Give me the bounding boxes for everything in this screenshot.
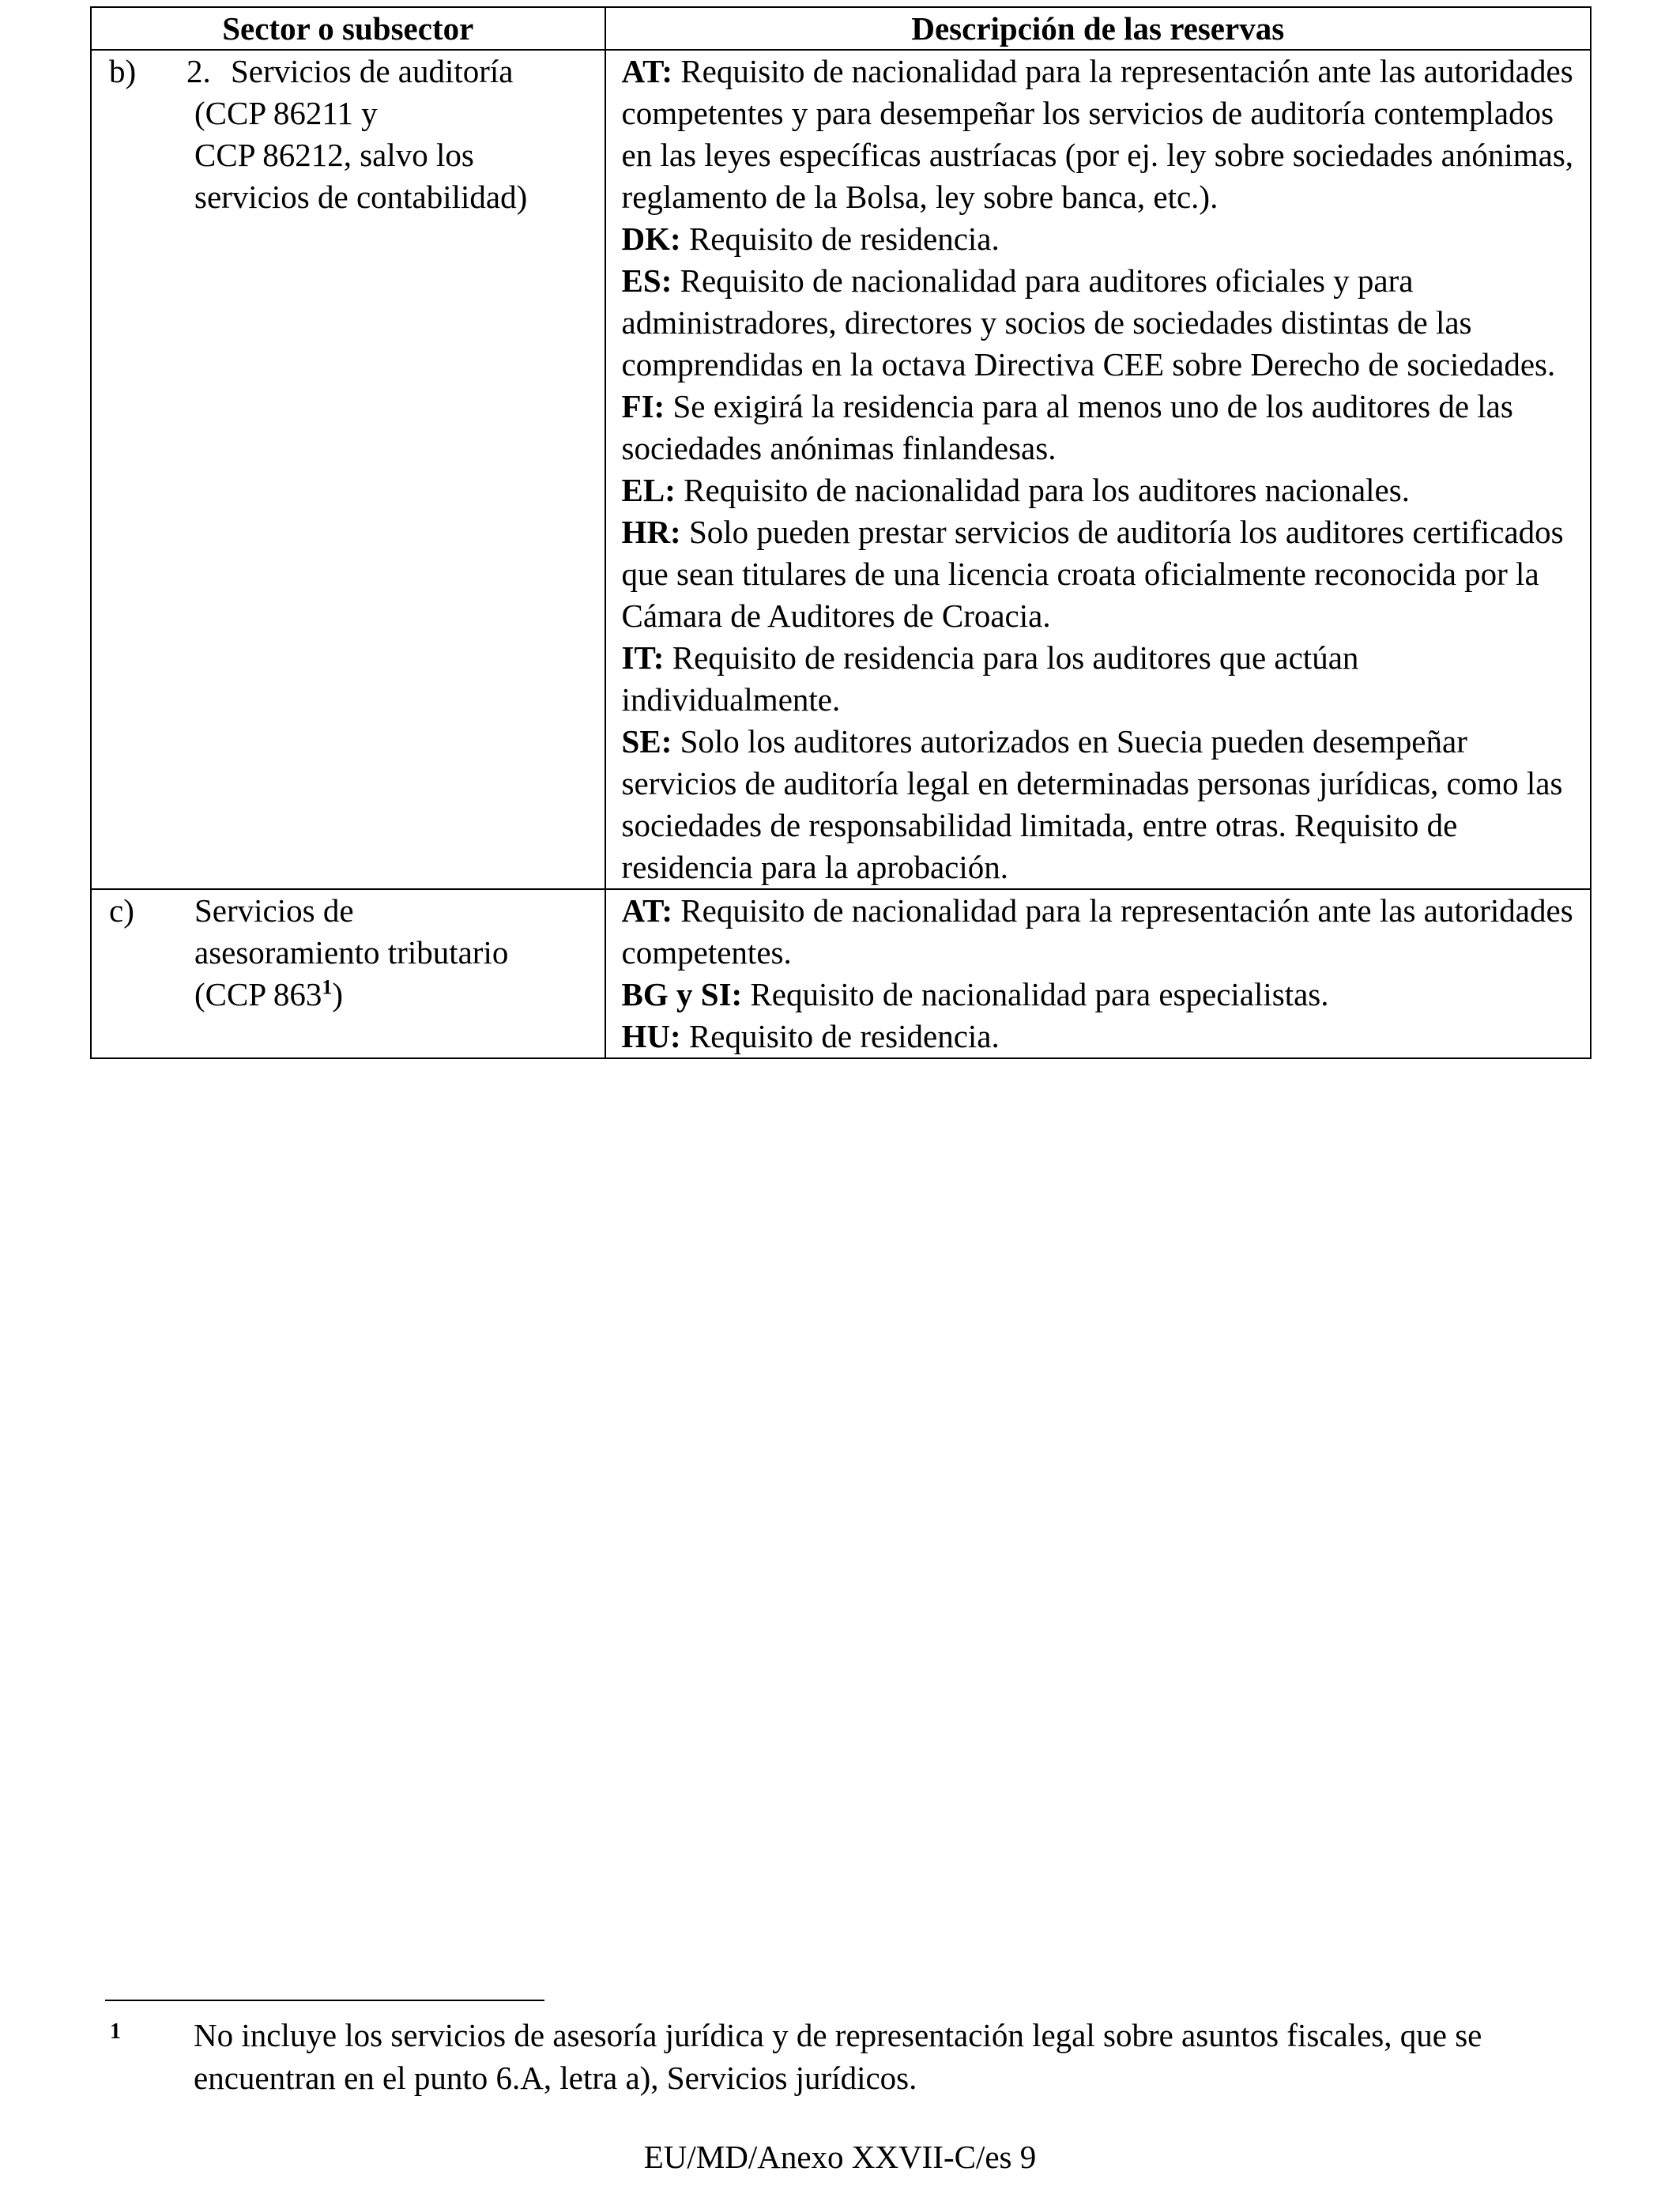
country-code: DK: bbox=[621, 221, 681, 257]
entry-text: Requisito de nacionalidad para la representación ante las autoridades competentes y para desempeñar los servicios de auditoría contemplados en las leyes específicas austríacas (por ej. ley sobre sociedades anónimas, reglamento de la Bolsa, ley sobre banca, etc.). bbox=[621, 53, 1574, 215]
country-code: AT: bbox=[621, 892, 673, 929]
sector-cell bbox=[91, 50, 605, 889]
row-letter: b) bbox=[109, 53, 137, 89]
reservation-entry bbox=[622, 511, 1580, 637]
sector-line: Servicios de auditoría bbox=[231, 53, 514, 89]
country-code: AT: bbox=[621, 53, 673, 89]
table-header-row bbox=[91, 7, 1591, 50]
table-row bbox=[91, 889, 1591, 1058]
description-cell bbox=[605, 889, 1591, 1058]
reservation-entry bbox=[622, 1016, 1580, 1057]
sector-line: servicios de contabilidad) bbox=[194, 179, 528, 215]
row-letter: c) bbox=[109, 892, 134, 929]
footnote-text: No incluye los servicios de asesoría jurídica y de representación legal sobre asuntos fiscales, que se encuentran en el punto 6.A, letra a), Servicios jurídicos. bbox=[194, 2017, 1482, 2096]
entry-text: Requisito de nacionalidad para auditores oficiales y para administradores, directores y socios de sociedades distintas de las comprendidas en la octava Directiva CEE sobre Derecho de sociedades. bbox=[621, 262, 1556, 383]
sector-text bbox=[92, 51, 605, 218]
country-code: IT: bbox=[621, 639, 665, 676]
sector-line: (CCP 863 bbox=[194, 976, 322, 1012]
description-cell bbox=[605, 50, 1591, 889]
sector-text bbox=[92, 890, 605, 1020]
sector-line: (CCP 86211 y bbox=[194, 95, 378, 131]
header-description: Descripción de las reservas bbox=[605, 7, 1591, 50]
footnote-mark: 1 bbox=[110, 2019, 121, 2044]
entry-text: Requisito de residencia para los auditores que actúan individualmente. bbox=[621, 639, 1359, 718]
country-code: FI: bbox=[621, 388, 665, 424]
entry-text: Se exigirá la residencia para al menos uno de los auditores de las sociedades anónimas finlandesas. bbox=[621, 388, 1513, 466]
country-code: EL: bbox=[621, 472, 676, 508]
sector-line: asesoramiento tributario bbox=[194, 934, 509, 971]
footnote-separator bbox=[105, 2000, 544, 2001]
reservation-entry bbox=[622, 974, 1580, 1016]
entry-text: Requisito de residencia. bbox=[680, 1018, 1000, 1054]
entry-text: Solo los auditores autorizados en Suecia pueden desempeñar servicios de auditoría legal en determinadas personas jurídicas, como las sociedades de responsabilidad limitada, entre otras. Requisito de residencia para la aprobación. bbox=[621, 723, 1563, 885]
sector-line-close: ) bbox=[332, 976, 344, 1012]
reservation-entry bbox=[622, 260, 1580, 386]
entry-text: Solo pueden prestar servicios de auditoría los auditores certificados que sean titulares de una licencia croata oficialmente reconocida por la Cámara de Auditores de Croacia. bbox=[621, 514, 1564, 634]
entry-text: Requisito de nacionalidad para los auditores nacionales. bbox=[675, 472, 1410, 508]
country-code: HR: bbox=[621, 514, 681, 550]
sector-line: Servicios de bbox=[194, 892, 354, 929]
reservation-entry bbox=[622, 218, 1580, 260]
page-footer: EU/MD/Anexo XXVII-C/es 9 bbox=[643, 2139, 1037, 2175]
reservation-entry bbox=[622, 469, 1580, 511]
country-code: SE: bbox=[621, 723, 672, 760]
reservation-entry bbox=[622, 721, 1580, 888]
row-number: 2. bbox=[186, 53, 211, 89]
country-code: BG y SI: bbox=[621, 976, 743, 1012]
entry-text: Requisito de residencia. bbox=[680, 221, 1000, 257]
sector-cell bbox=[91, 889, 605, 1058]
footnote bbox=[105, 2014, 1591, 2099]
header-sector: Sector o subsector bbox=[91, 7, 605, 50]
reservation-entry bbox=[622, 51, 1580, 218]
sector-line: CCP 86212, salvo los bbox=[194, 137, 474, 173]
country-code: HU: bbox=[621, 1018, 681, 1054]
table-row bbox=[91, 50, 1591, 889]
reservation-entry bbox=[622, 386, 1580, 469]
entry-text: Requisito de nacionalidad para la representación ante las autoridades competentes. bbox=[621, 892, 1573, 971]
reservation-entry bbox=[622, 890, 1580, 974]
country-code: ES: bbox=[621, 262, 672, 299]
reservations-table bbox=[90, 6, 1591, 1059]
reservation-entry bbox=[622, 637, 1580, 721]
entry-text: Requisito de nacionalidad para especialistas. bbox=[742, 976, 1329, 1012]
footnote-reference[interactable]: 1 bbox=[322, 975, 333, 999]
